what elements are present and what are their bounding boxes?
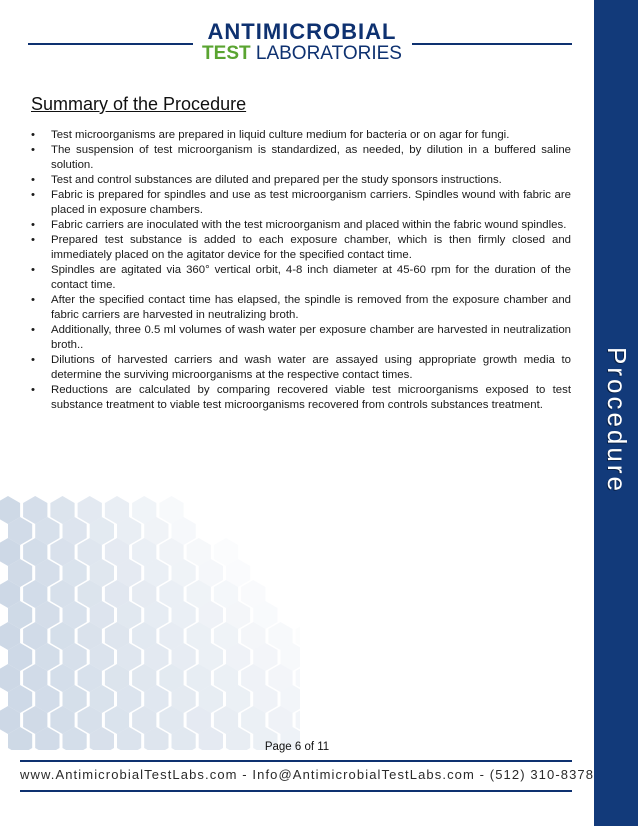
logo — [202, 20, 402, 68]
list-item: • Spindles are agitated via 360° vertical orbit, 4-8 inch diameter at 45-60 rpm for the duration of the contact time. — [31, 263, 571, 293]
section-title: Summary of the Procedure — [31, 94, 247, 114]
list-item: • Test and control substances are diluted and prepared per the study sponsors instructions. — [31, 173, 571, 188]
logo-line2 — [202, 44, 402, 64]
logo-line1: ANTIMICROBIAL — [207, 19, 397, 44]
sidebar-label — [594, 330, 638, 510]
header-rule-right — [412, 43, 572, 45]
list-item: • Additionally, three 0.5 ml volumes of wash water per exposure chamber are harvested in neutralization broth.. — [31, 323, 571, 353]
list-item: • Dilutions of harvested carriers and wash water are assayed using appropriate growth media to determine the surviving microorganisms at the respective contact times. — [31, 353, 571, 383]
footer-rule-bottom — [20, 790, 572, 792]
list-item: • Fabric is prepared for spindles and use as test microorganism carriers. Spindles wound with fabric are placed in exposure chambers. — [31, 188, 571, 218]
procedure-list — [31, 128, 571, 413]
list-item: • The suspension of test microorganism is standardized, as needed, by dilution in a buffered saline solution. — [31, 143, 571, 173]
list-item: • Fabric carriers are inoculated with the test microorganism and placed within the fabric wound spindles. — [31, 218, 571, 233]
sidebar-label-text: Procedure — [601, 346, 632, 494]
list-item: • Test microorganisms are prepared in liquid culture medium for bacteria or on agar for fungi. — [31, 128, 571, 143]
list-item: • Reductions are calculated by comparing recovered viable test microorganisms exposed to test substance treatment to viable test microorganisms recovered from controls substances treatment. — [31, 383, 571, 413]
hexagon-pattern — [0, 490, 300, 750]
logo-test: TEST — [202, 43, 251, 64]
logo-laboratories: LABORATORIES — [255, 43, 402, 64]
header-rule-left — [28, 43, 193, 45]
page-number: Page 6 of 11 — [264, 741, 330, 753]
footer-contact: www.AntimicrobialTestLabs.com - Info@AntimicrobialTestLabs.com - (512) 310-8378 — [20, 767, 595, 782]
footer-rule-top — [20, 760, 572, 762]
list-item: • After the specified contact time has elapsed, the spindle is removed from the exposure chamber and fabric carriers are harvested in neutralizing broth. — [31, 293, 571, 323]
list-item: • Prepared test substance is added to each exposure chamber, which is then firmly closed and immediately placed on the agitator device for the specified contact time. — [31, 233, 571, 263]
